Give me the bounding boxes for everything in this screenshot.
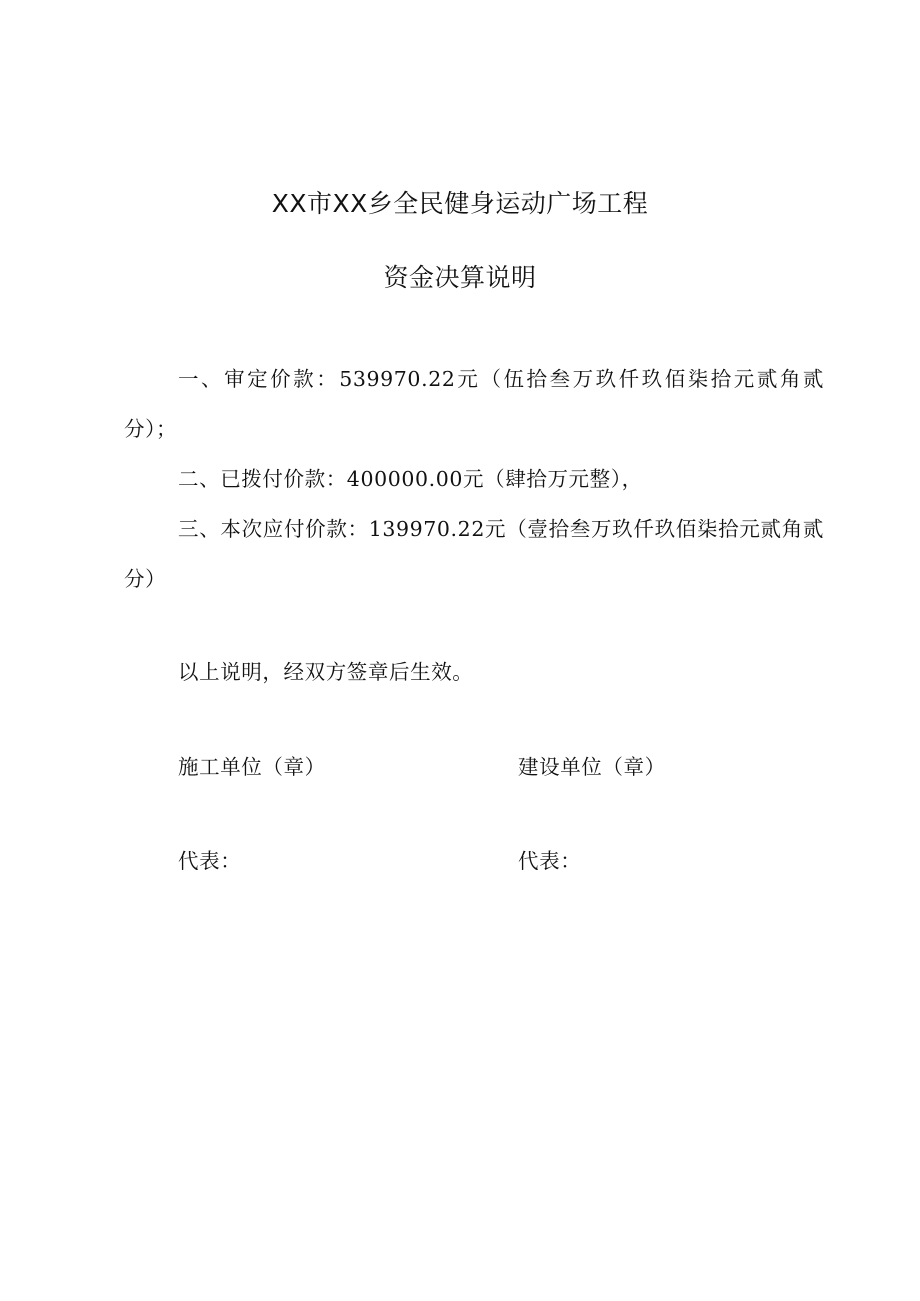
item-approved-price: 一、审定价款：539970.22元（伍拾叁万玖仟玖佰柒拾元贰角贰分）； xyxy=(124,367,824,441)
construction-unit-seal: 施工单位（章） xyxy=(178,755,326,779)
document-subtitle: 资金决算说明 xyxy=(383,263,537,292)
item-paid-price: 二、已拨付价款：400000.00元（肆拾万元整）， xyxy=(178,467,643,491)
construction-representative: 代表： xyxy=(178,849,242,873)
owner-unit-seal: 建设单位（章） xyxy=(518,755,666,779)
effective-note: 以上说明，经双方签章后生效。 xyxy=(178,660,474,684)
document-title: XX市XX乡全民健身运动广场工程 xyxy=(271,189,649,218)
owner-representative: 代表： xyxy=(518,849,582,873)
item-payable-price: 三、本次应付价款：139970.22元（壹拾叁万玖仟玖佰柒拾元贰角贰分） xyxy=(124,517,824,591)
